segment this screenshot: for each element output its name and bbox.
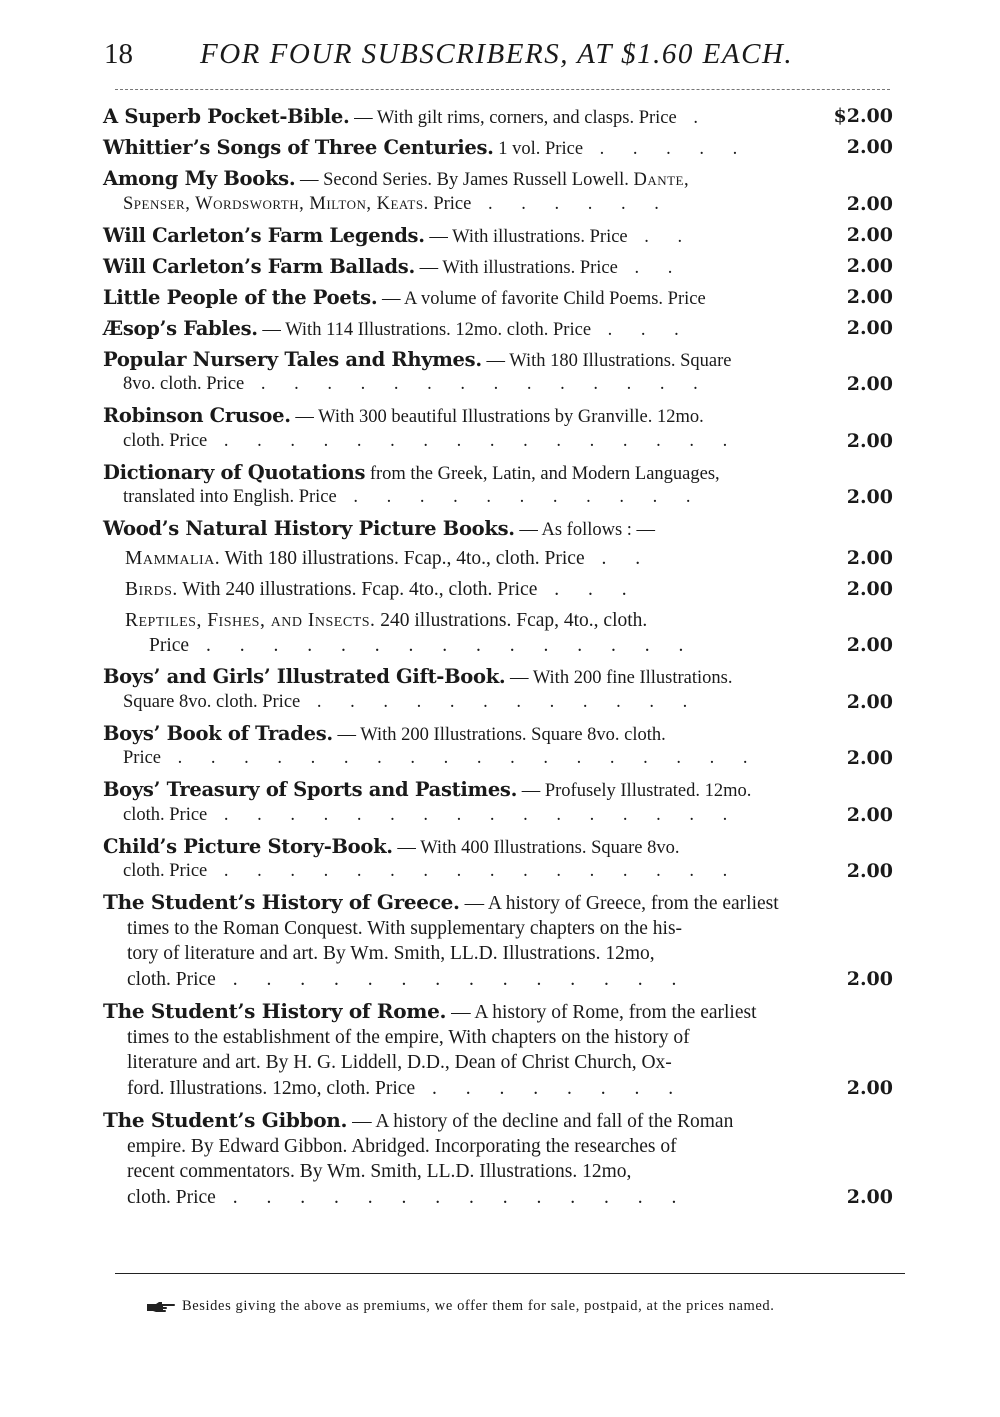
book-entry <box>103 1108 903 1210</box>
book-description: Price <box>123 748 162 768</box>
book-title: Æsop’s Fables. <box>103 316 258 340</box>
book-entry <box>103 223 903 249</box>
book-description: — Profusely Illustrated. 12mo. <box>517 781 752 801</box>
series-item <box>103 546 903 572</box>
dot-leaders: . . . . . . . . . . . . . . . . <box>207 804 740 825</box>
book-entry <box>103 999 903 1101</box>
book-description: from the Greek, Latin, and Modern Languages, <box>365 463 720 484</box>
book-description: Square 8vo. cloth. Price <box>123 691 301 712</box>
book-description: recent commentators. By Wm. Smith, LL.D. Illustrations. 12mo, <box>127 1161 632 1182</box>
book-title: Popular Nursery Tales and Rhymes. <box>103 347 482 371</box>
book-description: times to the Roman Conquest. With supplementary chapters on the his- <box>127 917 683 939</box>
book-price: 2.00 <box>846 136 893 158</box>
book-entry <box>103 834 903 885</box>
author-small-caps: Spenser, Wordsworth, Milton, Keats. <box>123 193 429 214</box>
book-price: 2.00 <box>846 690 893 713</box>
series-item <box>103 608 903 659</box>
book-description: — As follows : — <box>514 520 656 540</box>
book-entry <box>103 721 903 772</box>
dot-leaders: . . . . . . . . . . . . . . . <box>189 635 696 656</box>
dot-leaders: . . . . . . . . . . . . . . <box>215 968 689 990</box>
book-price: 2.00 <box>846 747 893 769</box>
book-title: The Student’s History of Greece. <box>103 890 460 914</box>
header-rule <box>115 89 890 90</box>
dot-leaders: . . . . . . <box>471 193 671 214</box>
book-description: cloth. Price <box>127 968 216 990</box>
author-small-caps: Dante, <box>633 170 690 190</box>
book-title: Child’s Picture Story-Book. <box>103 834 393 858</box>
book-price: 2.00 <box>846 546 893 569</box>
book-description: — With gilt rims, corners, and clasps. Price <box>349 108 677 128</box>
book-description: empire. By Edward Gibbon. Abridged. Incorporating the researches of <box>127 1135 677 1157</box>
book-price: 2.00 <box>846 285 893 308</box>
dot-leaders: . . . . . . . . . . . . . . . . <box>207 430 740 451</box>
series-name: Birds. <box>125 578 178 600</box>
book-description: — A history of Greece, from the earliest <box>459 893 779 914</box>
book-entry <box>103 104 903 130</box>
book-entry <box>103 135 903 161</box>
dot-leaders: . . <box>627 226 695 247</box>
book-price: 2.00 <box>846 192 893 215</box>
book-description: translated into English. Price <box>123 487 337 507</box>
book-price: 2.00 <box>846 1076 893 1099</box>
book-price: 2.00 <box>846 860 893 882</box>
series-name: Reptiles, Fishes, and Insects. <box>125 609 376 631</box>
book-price: 2.00 <box>846 254 893 277</box>
book-entry <box>103 460 903 511</box>
book-description: — A volume of favorite Child Poems. Price <box>377 288 706 309</box>
book-price: 2.00 <box>846 373 893 395</box>
book-description: 8vo. cloth. Price <box>123 374 245 394</box>
book-entry <box>103 347 903 398</box>
book-description: literature and art. By H. G. Liddell, D.D., Dean of Christ Church, Ox- <box>127 1052 672 1073</box>
book-price: 2.00 <box>846 429 893 452</box>
book-price: $2.00 <box>833 105 893 127</box>
book-price: 2.00 <box>846 634 893 656</box>
book-description: — With 300 beautiful Illustrations by Granville. 12mo. <box>290 407 704 427</box>
dot-leaders: . . . . . . . . . . . . . . . . <box>207 861 740 881</box>
book-title: The Student’s Gibbon. <box>103 1108 348 1132</box>
dot-leaders: . . <box>617 257 685 278</box>
book-description: — With illustrations. Price <box>424 226 628 247</box>
book-description: cloth. Price <box>123 861 208 881</box>
book-title: Will Carleton’s Farm Ballads. <box>103 254 415 278</box>
footer-rule <box>115 1273 905 1274</box>
dot-leaders: . <box>676 108 710 128</box>
dot-leaders: . . . . . . . . . . . . <box>300 691 700 712</box>
footnote <box>108 1295 903 1317</box>
dot-leaders: . . . <box>591 319 691 340</box>
series-item <box>103 577 903 603</box>
book-description: times to the establishment of the empire, With chapters on the history of <box>127 1026 690 1048</box>
book-description: — With 114 Illustrations. 12mo. cloth. Price <box>257 319 592 340</box>
book-price: 2.00 <box>846 223 893 246</box>
book-title: Boys’ Treasury of Sports and Pastimes. <box>103 778 518 801</box>
book-title: Boys’ and Girls’ Illustrated Gift-Book. <box>103 665 506 688</box>
book-description: cloth. Price <box>127 1186 216 1208</box>
book-title: Dictionary of Quotations <box>103 460 366 484</box>
series-name: Mammalia. <box>125 547 221 569</box>
book-description: Price <box>428 193 472 214</box>
series-description: Price <box>149 635 190 656</box>
book-description: cloth. Price <box>123 804 208 825</box>
book-title: Boys’ Book of Trades. <box>103 721 333 745</box>
book-entry <box>103 166 903 217</box>
book-price: 2.00 <box>846 577 893 600</box>
book-description: — A history of Rome, from the earliest <box>446 1002 757 1023</box>
dot-leaders: . . <box>584 547 653 569</box>
dot-leaders: . . . . . . . . . . . <box>336 487 703 507</box>
dot-leaders: . . . . . . . . . . . . . . <box>215 1186 689 1208</box>
book-entry <box>103 664 903 715</box>
book-entry <box>103 516 903 542</box>
book-title: A Superb Pocket-Bible. <box>103 105 350 128</box>
book-description: tory of literature and art. By Wm. Smith, LL.D. Illustrations. 12mo, <box>127 943 655 964</box>
book-title: Little People of the Poets. <box>103 285 378 309</box>
book-title: Will Carleton’s Farm Legends. <box>103 223 425 247</box>
book-entry <box>103 254 903 280</box>
dot-leaders: . . . . . . . . . . . . . . . . . . <box>161 748 760 768</box>
book-entry <box>103 316 903 342</box>
book-description: — With illustrations. Price <box>414 257 618 278</box>
book-description: cloth. Price <box>123 430 208 451</box>
book-entry <box>103 890 903 992</box>
pointing-hand-icon <box>146 1301 176 1313</box>
book-entry <box>103 285 903 311</box>
book-title: The Student’s History of Rome. <box>103 999 447 1023</box>
series-description: With 180 illustrations. Fcap., 4to., cloth. Price <box>220 547 585 569</box>
book-description: 1 vol. Price <box>493 139 584 159</box>
book-price: 2.00 <box>846 1185 893 1208</box>
running-head: FOR FOUR SUBSCRIBERS, AT $1.60 EACH. <box>200 38 794 70</box>
dot-leaders: . . . <box>537 578 639 600</box>
book-description: ford. Illustrations. 12mo, cloth. Price <box>127 1077 416 1099</box>
book-title: Robinson Crusoe. <box>103 404 291 427</box>
book-description: — With 200 fine Illustrations. <box>505 668 733 688</box>
book-price: 2.00 <box>846 486 893 508</box>
series-description: 240 illustrations. Fcap, 4to., cloth. <box>375 609 648 631</box>
book-price: 2.00 <box>846 967 893 990</box>
book-description: — Second Series. By James Russell Lowell. <box>295 170 629 190</box>
book-description: — With 200 Illustrations. Square 8vo. cloth. <box>332 724 666 745</box>
page-number: 18 <box>104 38 133 70</box>
dot-leaders: . . . . . . . . . . . . . . <box>244 374 710 394</box>
dot-leaders: . . . . . <box>583 139 750 159</box>
book-title: Whittier’s Songs of Three Centuries. <box>103 136 494 159</box>
series-description: With 240 illustrations. Fcap. 4to., cloth. Price <box>177 578 538 600</box>
book-title: Among My Books. <box>103 167 296 190</box>
book-description: — With 180 Illustrations. Square <box>481 350 732 371</box>
book-price: 2.00 <box>846 803 893 826</box>
book-list <box>103 104 903 1217</box>
book-description: — With 400 Illustrations. Square 8vo. <box>392 837 680 858</box>
book-entry <box>103 403 903 454</box>
dot-leaders: . . . . . . . . <box>415 1077 686 1099</box>
book-entry <box>103 777 903 828</box>
book-price: 2.00 <box>846 316 893 339</box>
book-description: — A history of the decline and fall of the Roman <box>347 1111 734 1132</box>
book-title: Wood’s Natural History Picture Books. <box>103 517 515 540</box>
footnote-text: Besides giving the above as premiums, we offer them for sale, postpaid, at the prices named. <box>182 1298 775 1314</box>
page-header <box>100 34 900 74</box>
